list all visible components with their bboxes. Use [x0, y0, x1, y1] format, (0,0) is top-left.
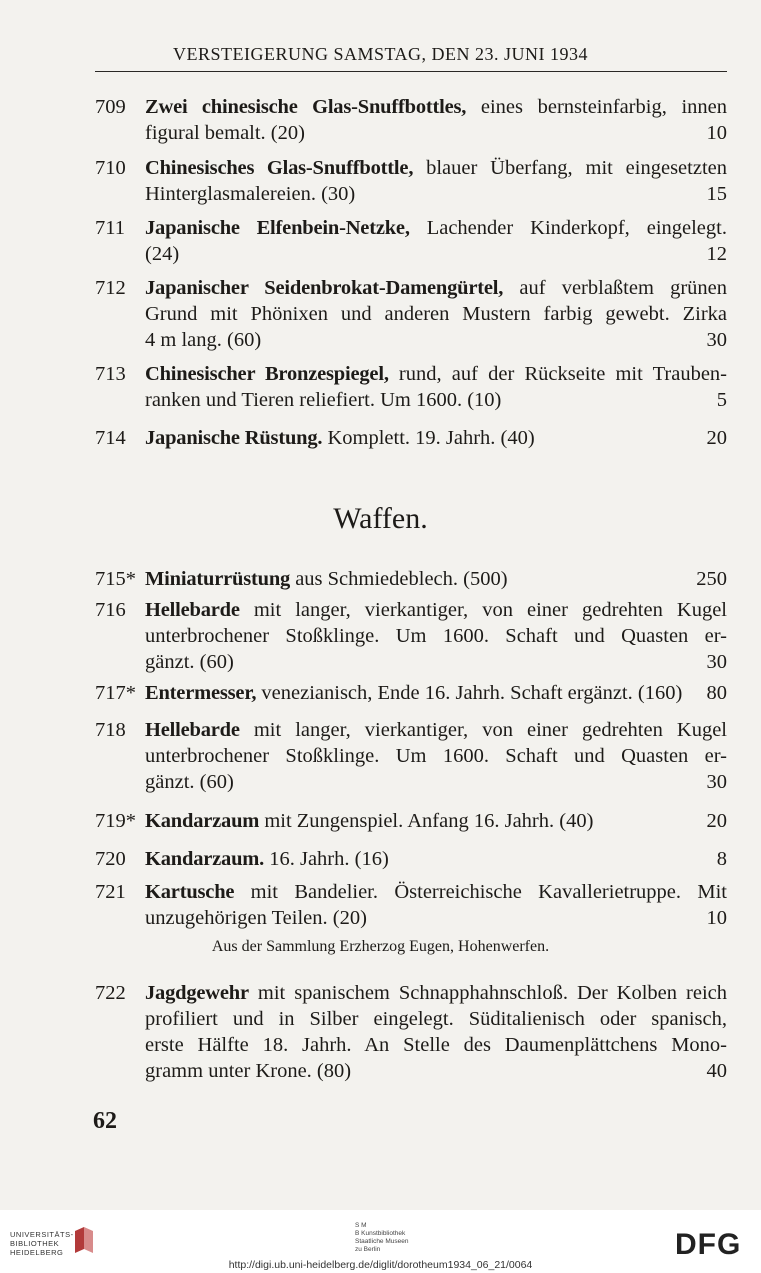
lot-text: 16. Jahrh. (16)	[264, 848, 389, 870]
lot-text: Komplett. 19. Jahrh. (40)	[322, 427, 535, 449]
lot-description	[145, 980, 727, 1084]
line-text	[145, 217, 727, 239]
lot-description	[145, 425, 727, 451]
lot-text: mit langer, vierkantiger, von einer gedrehten Kugel	[239, 599, 727, 621]
lot-text: mit langer, vierkantiger, von einer gedrehten Kugel	[239, 719, 727, 741]
lot-title: Miniaturrüstung	[145, 568, 291, 590]
lot-price: 250	[696, 568, 727, 590]
lot-title: Japanische Elfenbein-Netzke,	[145, 217, 410, 239]
line-text	[145, 327, 261, 353]
line-text	[145, 745, 727, 767]
lot-description	[145, 94, 727, 146]
description-line	[145, 597, 727, 623]
section-title: Waffen.	[333, 502, 428, 535]
lot-text: auf verblaßtem grünen	[503, 277, 727, 299]
lot-price: 10	[706, 122, 727, 144]
line-text	[145, 96, 727, 118]
lot-price: 5	[716, 389, 727, 411]
line-text	[145, 649, 234, 675]
university-line: UNIVERSITÄTS-	[10, 1230, 74, 1239]
lot-number: 714	[95, 427, 126, 449]
lot-description	[145, 680, 727, 706]
dfg-logo: DFG	[675, 1228, 742, 1261]
lot-text: mit Bandelier. Österreichische Kavallerietruppe. Mit	[234, 881, 727, 903]
catalog-entry	[95, 155, 727, 207]
catalog-entry	[95, 566, 727, 592]
description-line	[145, 1006, 727, 1032]
description-line	[145, 1032, 727, 1058]
lot-title: Entermesser,	[145, 682, 257, 704]
lot-title: Chinesischer Bronzespiegel,	[145, 363, 389, 385]
stamp-line: B Kunstbibliothek	[355, 1230, 406, 1237]
description-line	[145, 361, 727, 387]
stamp-line: S M	[355, 1222, 367, 1229]
lot-text: aus Schmiedeblech. (500)	[290, 568, 508, 590]
lot-text: venezianisch, Ende 16. Jahrh. Schaft ergänzt. (160)	[256, 682, 683, 704]
lot-description	[145, 808, 727, 834]
lot-number: 715*	[95, 568, 136, 590]
lot-number: 709	[95, 96, 126, 118]
line-text	[145, 566, 508, 592]
lot-text: rund, auf der Rückseite mit Trauben-	[388, 363, 728, 385]
lot-price: 30	[706, 651, 727, 673]
line-text	[145, 277, 727, 299]
description-line	[145, 1058, 727, 1084]
lot-description	[145, 215, 727, 267]
stamp-line: zu Berlin	[355, 1246, 381, 1253]
description-line	[145, 275, 727, 301]
lot-text: unterbrochener Stoßklinge. Um 1600. Schaft und Quasten er-	[145, 625, 727, 647]
catalog-entry	[95, 215, 727, 267]
lot-number: 710	[95, 157, 126, 179]
line-text	[145, 1034, 727, 1056]
lot-text: profiliert und in Silber eingelegt. Süditalienisch oder spanisch,	[145, 1008, 727, 1030]
lot-description	[145, 361, 727, 413]
university-line: BIBLIOTHEK	[10, 1239, 60, 1248]
line-text	[145, 719, 727, 741]
description-line	[145, 879, 727, 905]
lot-description	[145, 879, 727, 931]
catalog-entry	[95, 425, 727, 451]
lot-text: ranken und Tieren reliefiert. Um 1600. (10)	[145, 389, 502, 411]
source-url[interactable]: http://digi.ub.uni-heidelberg.de/diglit/dorotheum1934_06_21/0064	[228, 1259, 533, 1271]
line-text	[145, 120, 305, 146]
lot-text: figural bemalt. (20)	[145, 122, 305, 144]
lot-title: Kartusche	[145, 881, 235, 903]
lot-price: 15	[706, 183, 727, 205]
catalog-entry	[95, 980, 727, 1084]
lot-price: 40	[706, 1060, 727, 1082]
catalog-entry	[95, 275, 727, 353]
lot-text: gänzt. (60)	[145, 651, 234, 673]
description-line	[145, 94, 727, 120]
description-line	[145, 905, 727, 931]
lot-number: 712	[95, 277, 126, 299]
lot-text: 4 m lang. (60)	[145, 329, 262, 351]
catalog-entry	[95, 361, 727, 413]
lot-text: Hinterglasmalereien. (30)	[145, 183, 356, 205]
lot-description	[145, 717, 727, 795]
catalog-entry	[95, 879, 727, 931]
lot-title: Japanische Rüstung.	[145, 427, 323, 449]
lot-price: 30	[706, 329, 727, 351]
description-line	[145, 717, 727, 743]
lot-description	[145, 846, 727, 872]
university-line: HEIDELBERG	[10, 1248, 64, 1257]
line-text	[145, 363, 727, 385]
description-line	[145, 327, 727, 353]
description-line	[145, 387, 727, 413]
lot-number: 718	[95, 719, 126, 741]
lot-price: 20	[706, 427, 727, 449]
description-line	[145, 769, 727, 795]
catalog-entry	[95, 597, 727, 675]
catalog-entry	[95, 94, 727, 146]
lot-number: 717*	[95, 682, 136, 704]
description-line	[145, 120, 727, 146]
catalog-entry	[95, 846, 727, 872]
description-line	[145, 846, 727, 872]
line-text	[145, 157, 727, 179]
line-text	[145, 425, 535, 451]
lot-price: 10	[706, 907, 727, 929]
lot-text: unzugehörigen Teilen. (20)	[145, 907, 367, 929]
lot-title: Kandarzaum	[145, 810, 260, 832]
description-line	[145, 649, 727, 675]
lot-number: 719*	[95, 810, 136, 832]
stamp-line: Staatliche Museen	[355, 1238, 409, 1245]
line-text	[145, 625, 727, 647]
lot-text: Lachender Kinderkopf, eingelegt.	[409, 217, 727, 239]
lot-text: gramm unter Krone. (80)	[145, 1060, 352, 1082]
line-text	[145, 905, 367, 931]
description-line	[145, 808, 727, 834]
lot-title: Jagdgewehr	[145, 982, 249, 1004]
line-text	[145, 680, 682, 706]
library-stamp	[355, 1222, 408, 1254]
description-line	[145, 155, 727, 181]
line-text	[145, 846, 389, 872]
university-name	[10, 1230, 74, 1257]
provenance-note: Aus der Sammlung Erzherzog Eugen, Hohenwerfen.	[211, 938, 550, 955]
header-rule	[95, 71, 727, 72]
lot-title: Hellebarde	[145, 719, 240, 741]
lot-text: mit Zungenspiel. Anfang 16. Jahrh. (40)	[259, 810, 594, 832]
line-text	[145, 1058, 351, 1084]
lot-text: erste Hälfte 18. Jahrh. An Stelle des Daumenplättchens Mono-	[145, 1034, 727, 1056]
lot-text: eines bernsteinfarbig, innen	[466, 96, 727, 118]
running-header: VERSTEIGERUNG SAMSTAG, DEN 23. JUNI 1934	[172, 44, 589, 64]
description-line	[145, 623, 727, 649]
description-line	[145, 680, 727, 706]
lot-description	[145, 275, 727, 353]
lot-text: blauer Überfang, mit eingesetzten	[413, 157, 727, 179]
lot-title: Zwei chinesische Glas-Snuffbottles,	[145, 96, 467, 118]
lot-text: mit spanischem Schnapphahnschloß. Der Kolben reich	[248, 982, 727, 1004]
lot-description	[145, 566, 727, 592]
description-line	[145, 181, 727, 207]
lot-price: 20	[706, 810, 727, 832]
lot-title: Kandarzaum.	[145, 848, 265, 870]
lot-title: Japanischer Seidenbrokat-Damengürtel,	[145, 277, 504, 299]
page-number: 62	[93, 1108, 117, 1134]
description-line	[145, 743, 727, 769]
lot-text: (24)	[145, 243, 180, 265]
line-text	[145, 1008, 727, 1030]
lot-number: 711	[95, 217, 125, 239]
lot-description	[145, 597, 727, 675]
line-text	[145, 303, 727, 325]
lot-title: Hellebarde	[145, 599, 240, 621]
description-line	[145, 215, 727, 241]
lot-price: 8	[716, 848, 727, 870]
lot-number: 722	[95, 982, 126, 1004]
description-line	[145, 425, 727, 451]
lot-price: 80	[706, 682, 727, 704]
line-text	[145, 241, 179, 267]
lot-description	[145, 155, 727, 207]
description-line	[145, 566, 727, 592]
description-line	[145, 980, 727, 1006]
line-text	[145, 387, 501, 413]
lot-number: 713	[95, 363, 126, 385]
lot-price: 12	[706, 243, 727, 265]
lot-price: 30	[706, 771, 727, 793]
catalog-entry	[95, 808, 727, 834]
lot-number: 716	[95, 599, 126, 621]
lot-number: 720	[95, 848, 126, 870]
catalog-entry	[95, 680, 727, 706]
catalog-entry	[95, 717, 727, 795]
lot-title: Chinesisches Glas-Snuffbottle,	[145, 157, 414, 179]
line-text	[145, 808, 593, 834]
description-line	[145, 241, 727, 267]
line-text	[145, 769, 234, 795]
lot-text: gänzt. (60)	[145, 771, 234, 793]
line-text	[145, 599, 727, 621]
description-line	[145, 301, 727, 327]
line-text	[145, 881, 727, 903]
line-text	[145, 181, 355, 207]
lot-text: Grund mit Phönixen und anderen Mustern farbig gewebt. Zirka	[145, 303, 727, 325]
lot-text: unterbrochener Stoßklinge. Um 1600. Schaft und Quasten er-	[145, 745, 727, 767]
lot-number: 721	[95, 881, 126, 903]
university-logo-icon	[72, 1225, 96, 1255]
line-text	[145, 982, 727, 1004]
